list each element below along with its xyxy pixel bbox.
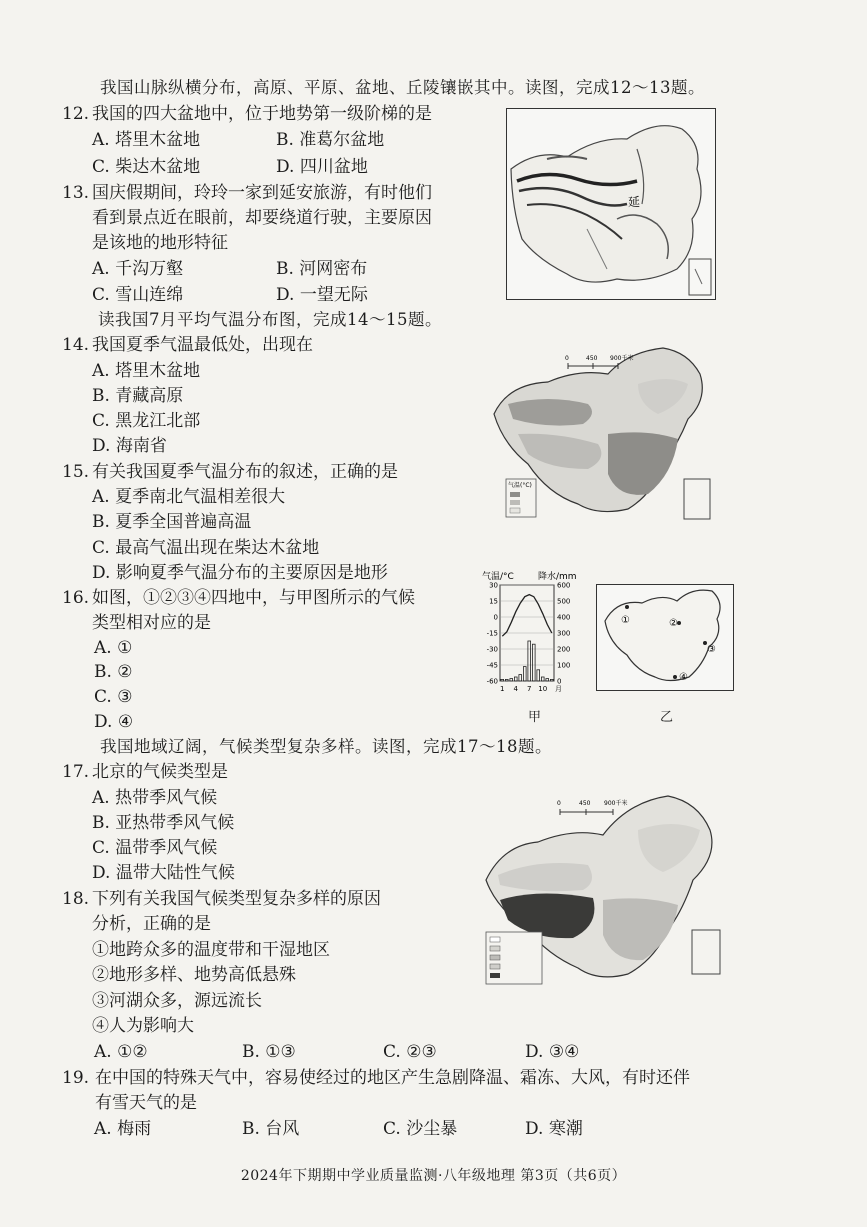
q16-option-a: A. ① — [94, 638, 133, 658]
temperature-tick-label: 30 — [489, 581, 498, 590]
climate-chart — [476, 570, 588, 725]
q13-number: 13. — [62, 183, 90, 203]
q17-option-b: B. 亚热带季风气候 — [92, 813, 235, 833]
q13-option-a: A. 千沟万壑 — [92, 259, 184, 279]
month-unit-label: 月 — [555, 685, 562, 693]
precipitation-bar — [550, 679, 553, 681]
q17-number: 17. — [62, 762, 90, 782]
locator-map — [596, 584, 736, 724]
yan-label: 延 — [628, 195, 641, 209]
climate-chart-svg — [476, 570, 588, 700]
q19-option-d: D. 寒潮 — [525, 1119, 583, 1139]
temperature-tick-label: 15 — [489, 597, 498, 606]
intro-17-18: 我国地域辽阔，气候类型复杂多样。读图，完成17～18题。 — [100, 737, 552, 756]
q18-statement-3: ③河湖众多，源远流长 — [92, 991, 262, 1011]
precipitation-bar — [505, 679, 508, 681]
q18-option-b: B. ①③ — [242, 1042, 296, 1062]
q19-number: 19. — [62, 1068, 90, 1088]
q14-option-a: A. 塔里木盆地 — [92, 361, 201, 381]
locator-map-frame — [596, 584, 734, 691]
q16-number: 16. — [62, 588, 90, 608]
temperature-map-graphic — [488, 344, 720, 524]
precipitation-bar — [523, 667, 526, 681]
q16-option-c: C. ③ — [94, 687, 133, 707]
page-footer: 2024年下期期中学业质量监测·八年级地理 第3页（共6页） — [240, 1168, 627, 1184]
q12-option-c: C. 柴达木盆地 — [92, 157, 201, 177]
q15-option-d: D. 影响夏季气温分布的主要原因是地形 — [92, 563, 388, 583]
precipitation-bar — [510, 679, 513, 681]
precipitation-bar — [528, 641, 531, 681]
q14-stem: 我国夏季气温最低处，出现在 — [92, 335, 313, 355]
locator-map-graphic — [597, 585, 733, 690]
precipitation-tick-label: 500 — [557, 597, 571, 606]
point-2: ② — [669, 618, 678, 629]
q18-stem-line-2: 分析，正确的是 — [92, 914, 211, 934]
precipitation-bar — [537, 670, 540, 681]
precipitation-tick-label: 200 — [557, 645, 571, 654]
q15-stem: 有关我国夏季气温分布的叙述，正确的是 — [92, 462, 398, 482]
q14-number: 14. — [62, 335, 90, 355]
q14-option-d: D. 海南省 — [92, 436, 167, 456]
map2-legend-title: 气温(°C) — [508, 482, 532, 489]
q18-statement-4: ④人为影响大 — [92, 1016, 194, 1036]
map3-scale-0: 0 — [557, 800, 561, 807]
q18-stem-line-1: 下列有关我国气候类型复杂多样的原因 — [92, 889, 381, 909]
q18-statement-1: ①地跨众多的温度带和干湿地区 — [92, 940, 330, 960]
map3-scale-450: 450 — [579, 800, 591, 807]
q19-stem-line-2: 有雪天气的是 — [95, 1093, 197, 1113]
locator-caption: 乙 — [660, 710, 674, 725]
temperature-tick-label: 0 — [493, 613, 498, 622]
terrain-map-graphic — [507, 109, 715, 299]
q18-statement-2: ②地形多样、地势高低悬殊 — [92, 965, 296, 985]
temperature-tick-label: -15 — [486, 629, 498, 638]
temperature-tick-label: -60 — [486, 677, 498, 686]
q13-stem-line-2: 看到景点近在眼前，却要绕道行驶，主要原因 — [92, 208, 432, 228]
q17-option-d: D. 温带大陆性气候 — [92, 863, 235, 883]
map2-scale-450: 450 — [586, 355, 598, 362]
month-tick-label: 4 — [513, 685, 518, 693]
temperature-tick-label: -30 — [486, 645, 498, 654]
q12-option-b: B. 准葛尔盆地 — [276, 130, 385, 150]
q15-option-b: B. 夏季全国普遍高温 — [92, 512, 252, 532]
q12-stem: 我国的四大盆地中，位于地势第一级阶梯的是 — [92, 104, 432, 124]
q17-option-c: C. 温带季风气候 — [92, 838, 218, 858]
map3-scale-900: 900千米 — [604, 800, 628, 807]
q18-option-a: A. ①② — [94, 1042, 148, 1062]
q14-option-c: C. 黑龙江北部 — [92, 411, 201, 431]
point-3: ③ — [707, 644, 716, 655]
q12-option-a: A. 塔里木盆地 — [92, 130, 201, 150]
precipitation-bar — [519, 675, 522, 681]
q15-option-a: A. 夏季南北气温相差很大 — [92, 487, 286, 507]
q19-option-b: B. 台风 — [242, 1119, 300, 1139]
terrain-map — [506, 108, 716, 300]
precipitation-bar — [501, 679, 504, 681]
q13-option-d: D. 一望无际 — [276, 285, 368, 305]
month-tick-label: 1 — [500, 685, 505, 693]
q13-option-c: C. 雪山连绵 — [92, 285, 184, 305]
temperature-tick-label: -45 — [486, 661, 498, 670]
q14-option-b: B. 青藏高原 — [92, 386, 184, 406]
q16-option-d: D. ④ — [94, 712, 134, 732]
climate-types-map — [478, 790, 726, 990]
precipitation-tick-label: 0 — [557, 677, 562, 686]
precipitation-tick-label: 100 — [557, 661, 571, 670]
q13-option-b: B. 河网密布 — [276, 259, 368, 279]
q19-stem-line-1: 在中国的特殊天气中，容易使经过的地区产生急剧降温、霜冻、大风，有时还伴 — [95, 1068, 690, 1088]
q17-stem: 北京的气候类型是 — [92, 762, 228, 782]
map2-scale-0: 0 — [565, 355, 569, 362]
precipitation-tick-label: 400 — [557, 613, 571, 622]
precipitation-tick-label: 600 — [557, 581, 571, 590]
precipitation-bar — [541, 677, 544, 681]
intro-12-13: 我国山脉纵横分布，高原、平原、盆地、丘陵镶嵌其中。读图，完成12～13题。 — [100, 78, 705, 97]
month-tick-label: 7 — [527, 685, 532, 693]
q19-option-c: C. 沙尘暴 — [383, 1119, 458, 1139]
q18-option-c: C. ②③ — [383, 1042, 437, 1062]
q13-stem-line-1: 国庆假期间，玲玲一家到延安旅游，有时他们 — [92, 183, 432, 203]
q12-option-d: D. 四川盆地 — [276, 157, 368, 177]
climate-right-axis-title: 降水/mm — [538, 572, 577, 582]
point-1: ① — [621, 615, 630, 626]
month-tick-label: 10 — [538, 685, 548, 693]
climate-caption: 甲 — [528, 710, 542, 725]
q16-stem-line-1: 如图，①②③④四地中，与甲图所示的气候 — [92, 588, 415, 608]
precipitation-bar — [514, 677, 517, 681]
map2-scale-900: 900千米 — [610, 355, 634, 362]
precipitation-bar — [532, 644, 535, 681]
q13-stem-line-3: 是该地的地形特征 — [92, 233, 228, 253]
q15-number: 15. — [62, 462, 90, 482]
precipitation-bar — [546, 679, 549, 681]
climate-left-axis-title: 气温/°C — [482, 572, 514, 582]
q16-stem-line-2: 类型相对应的是 — [92, 613, 211, 633]
july-temperature-map — [488, 344, 720, 524]
point-4: ④ — [679, 672, 688, 683]
q18-number: 18. — [62, 889, 90, 909]
precipitation-tick-label: 300 — [557, 629, 571, 638]
q16-option-b: B. ② — [94, 662, 133, 682]
climate-types-map-graphic — [478, 790, 726, 990]
q12-number: 12. — [62, 104, 90, 124]
q18-option-d: D. ③④ — [525, 1042, 580, 1062]
intro-14-15: 读我国7月平均气温分布图，完成14～15题。 — [98, 310, 442, 329]
q17-option-a: A. 热带季风气候 — [92, 788, 218, 808]
q15-option-c: C. 最高气温出现在柴达木盆地 — [92, 538, 320, 558]
q19-option-a: A. 梅雨 — [94, 1119, 152, 1139]
